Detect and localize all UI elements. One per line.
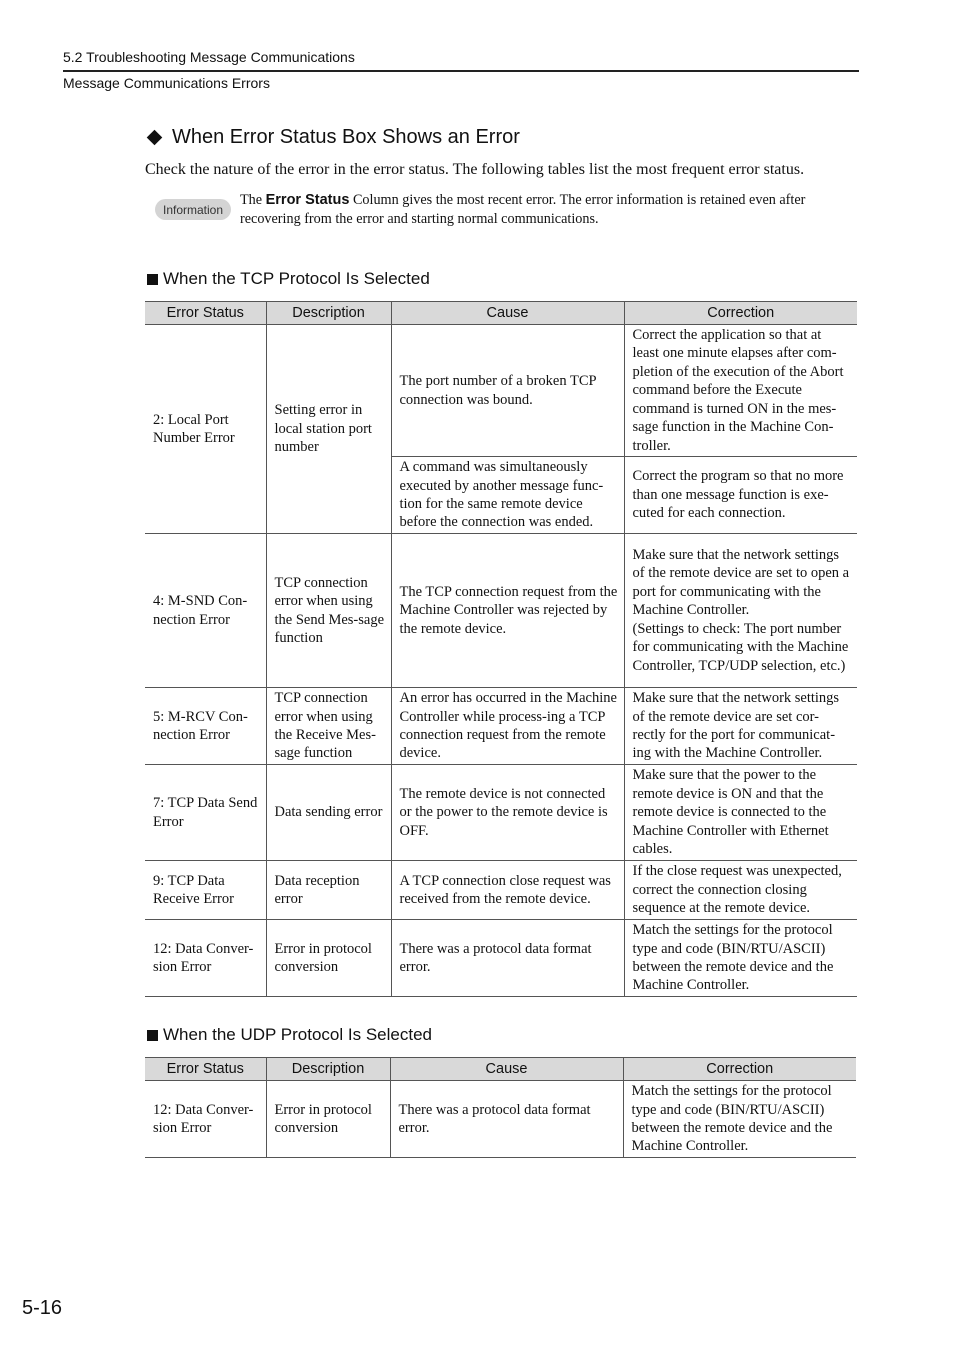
error-status-cell: 12: Data Conver-sion Error bbox=[145, 1081, 266, 1158]
correction-cell: Match the settings for the protocol type and code (BIN/RTU/ASCII) between the remote device and the Machine Controller. bbox=[623, 1081, 856, 1158]
table-row bbox=[145, 861, 857, 920]
tcp-table-heading bbox=[147, 269, 430, 289]
error-status-cell: 7: TCP Data Send Error bbox=[145, 765, 266, 861]
table-row bbox=[145, 325, 857, 457]
column-header: Error Status bbox=[145, 302, 266, 325]
correction-cell bbox=[624, 534, 857, 688]
column-header: Cause bbox=[390, 1058, 623, 1081]
square-bullet-icon bbox=[147, 274, 158, 285]
udp-table-title: When the UDP Protocol Is Selected bbox=[163, 1025, 432, 1044]
tcp-error-table bbox=[145, 301, 857, 997]
description-cell: Data sending error bbox=[266, 765, 391, 861]
udp-table-heading bbox=[147, 1025, 432, 1045]
square-bullet-icon bbox=[147, 1030, 158, 1041]
description-cell: TCP connection error when using the Receive Mes-sage function bbox=[266, 688, 391, 765]
cause-cell: There was a protocol data format error. bbox=[391, 920, 624, 997]
information-note bbox=[240, 191, 830, 229]
correction-note: (Settings to check: The port number for communicating with the Machine Controller, TCP/UDP selection, etc.) bbox=[632, 620, 849, 674]
correction-cell: If the close request was unexpected, correct the connection closing sequence at the remote device. bbox=[624, 861, 857, 920]
section-heading-text: When Error Status Box Shows an Error bbox=[172, 126, 520, 148]
column-header: Correction bbox=[624, 302, 857, 325]
table-row bbox=[145, 1081, 856, 1158]
cause-cell: A TCP connection close request was received from the remote device. bbox=[391, 861, 624, 920]
correction-cell: Make sure that the network settings of the remote device are set cor-rectly for the port for communicat-ing with the Machine Controller. bbox=[624, 688, 857, 765]
cause-cell: An error has occurred in the Machine Controller while process-ing a TCP connection request from the remote device. bbox=[391, 688, 624, 765]
description-cell: Setting error in local station port number bbox=[266, 325, 391, 534]
cause-cell: The port number of a broken TCP connection was bound. bbox=[391, 325, 624, 457]
table-row bbox=[145, 688, 857, 765]
table-row bbox=[145, 534, 857, 688]
correction-cell: Correct the program so that no more than one message function is exe-cuted for each connection. bbox=[624, 457, 857, 534]
correction-text: Make sure that the network settings of the remote device are set to open a port for communicating with the Machine Controller. bbox=[632, 547, 850, 619]
error-status-cell: 9: TCP Data Receive Error bbox=[145, 861, 266, 920]
table-row bbox=[145, 920, 857, 997]
table-row bbox=[145, 765, 857, 861]
correction-cell: Make sure that the power to the remote device is ON and that the remote device is connected to the Machine Controller with Ethernet cables. bbox=[624, 765, 857, 861]
cause-cell: A command was simultaneously executed by another message func-tion for the same remote device before the connection was ended. bbox=[391, 457, 624, 534]
cause-cell: The TCP connection request from the Machine Controller was rejected by the remote device. bbox=[391, 534, 624, 688]
diamond-bullet-icon bbox=[147, 130, 163, 146]
tcp-table-title: When the TCP Protocol Is Selected bbox=[163, 269, 430, 288]
table-header-row bbox=[145, 302, 857, 325]
section-heading bbox=[145, 126, 520, 149]
page-number: 5-16 bbox=[22, 1297, 63, 1319]
description-cell: Error in protocol conversion bbox=[266, 1081, 390, 1158]
column-header: Correction bbox=[623, 1058, 856, 1081]
udp-error-table bbox=[145, 1057, 856, 1158]
info-text-pre: The bbox=[240, 192, 266, 208]
description-cell: Data reception error bbox=[266, 861, 391, 920]
information-badge: Information bbox=[155, 199, 231, 220]
error-status-cell: 4: M-SND Con-nection Error bbox=[145, 534, 266, 688]
running-header-section: 5.2 Troubleshooting Message Communications bbox=[63, 49, 355, 65]
column-header: Description bbox=[266, 1058, 390, 1081]
column-header: Description bbox=[266, 302, 391, 325]
cause-cell: There was a protocol data format error. bbox=[390, 1081, 623, 1158]
column-header: Error Status bbox=[145, 1058, 266, 1081]
column-header: Cause bbox=[391, 302, 624, 325]
header-rule bbox=[63, 70, 859, 72]
intro-paragraph: Check the nature of the error in the error status. The following tables list the most frequent error status. bbox=[145, 161, 805, 178]
correction-cell: Match the settings for the protocol type and code (BIN/RTU/ASCII) between the remote device and the Machine Controller. bbox=[624, 920, 857, 997]
running-header-subsection: Message Communications Errors bbox=[63, 75, 270, 91]
info-text-post: Column gives the most recent error. The error information is retained even after recovering from the error and starting normal communications. bbox=[240, 192, 806, 227]
cause-cell: The remote device is not connected or the power to the remote device is OFF. bbox=[391, 765, 624, 861]
error-status-cell: 12: Data Conver-sion Error bbox=[145, 920, 266, 997]
error-status-cell: 2: Local Port Number Error bbox=[145, 325, 266, 534]
error-status-cell: 5: M-RCV Con-nection Error bbox=[145, 688, 266, 765]
description-cell: Error in protocol conversion bbox=[266, 920, 391, 997]
table-header-row bbox=[145, 1058, 856, 1081]
description-cell: TCP connection error when using the Send Mes-sage function bbox=[266, 534, 391, 688]
info-text-bold: Error Status bbox=[265, 192, 350, 208]
correction-cell: Correct the application so that at least one minute elapses after com-pletion of the execution of the Abort command before the Execute command is turned ON in the mes-sage function in the Machine Con-troller. bbox=[624, 325, 857, 457]
